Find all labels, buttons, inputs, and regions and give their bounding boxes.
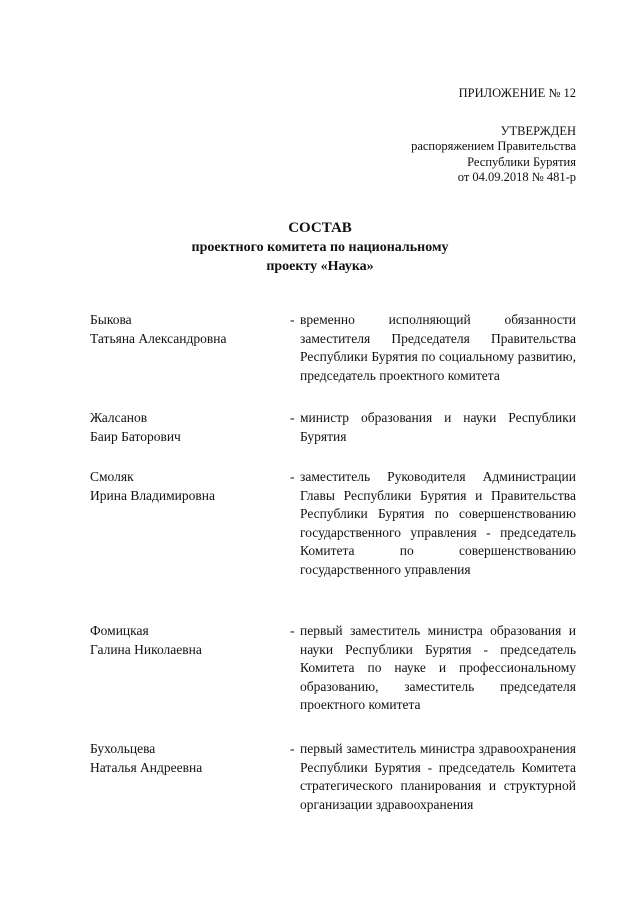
member-row (90, 409, 576, 468)
member-given-name: Ирина Владимировна (90, 487, 216, 503)
member-surname: Жалсанов (90, 410, 148, 425)
approved-label: УТВЕРЖДЕН (500, 123, 576, 138)
title-sub-1: проектного комитета по национальному (191, 240, 449, 255)
member-name (90, 311, 290, 409)
member-surname: Фомицкая (90, 623, 149, 638)
title-sub-2: проекту «Наука» (266, 259, 374, 274)
member-role: заместитель Руководителя Администрации Главы Республики Бурятия и Правительства Республики Бурятия по совершенствованию государственного управления - председатель Комитета по совершенствованию государственного управления (300, 469, 576, 577)
dash-separator: - (290, 623, 295, 638)
member-given-name: Баир Баторович (90, 428, 181, 444)
member-role: министр образования и науки Республики Бурятия (300, 410, 576, 444)
member-surname: Бухольцева (90, 741, 156, 756)
approval-header (411, 86, 576, 186)
dash-separator: - (290, 312, 295, 327)
dash-separator: - (290, 469, 295, 484)
approval-line-1: распоряжением Правительства (411, 139, 576, 153)
dash-separator: - (290, 741, 295, 756)
member-row (90, 311, 576, 409)
dash-separator: - (290, 410, 295, 425)
title-main: СОСТАВ (288, 220, 352, 236)
approval-line-3: от 04.09.2018 № 481-р (457, 170, 576, 184)
member-row (90, 622, 576, 740)
member-row (90, 740, 576, 814)
member-name (90, 409, 290, 468)
member-role: первый заместитель министра образования и науки Республики Бурятия - председатель Комитета по науке и профессиональному образованию, заместитель председателя проектного комитета (300, 623, 576, 713)
member-name (90, 622, 290, 740)
member-role: временно исполняющий обязанности заместителя Председателя Правительства Республики Бурятия по социальному развитию, председатель проектного комитета (300, 312, 576, 383)
member-surname: Быкова (90, 312, 132, 327)
document-title (0, 219, 640, 276)
member-given-name: Татьяна Александровна (90, 330, 227, 346)
approval-line-2: Республики Бурятия (467, 154, 576, 169)
appendix-number: ПРИЛОЖЕНИЕ № 12 (458, 86, 576, 100)
member-name (90, 740, 290, 814)
member-surname: Смоляк (90, 469, 134, 484)
member-given-name: Галина Николаевна (90, 641, 202, 657)
member-row (90, 468, 576, 622)
member-name (90, 468, 290, 622)
member-given-name: Наталья Андреевна (90, 759, 203, 775)
member-role: первый заместитель министра здравоохранения Республики Бурятия - председатель Комитета стратегического планирования и структурной организации здравоохранения (300, 741, 576, 812)
members-list (90, 311, 576, 814)
